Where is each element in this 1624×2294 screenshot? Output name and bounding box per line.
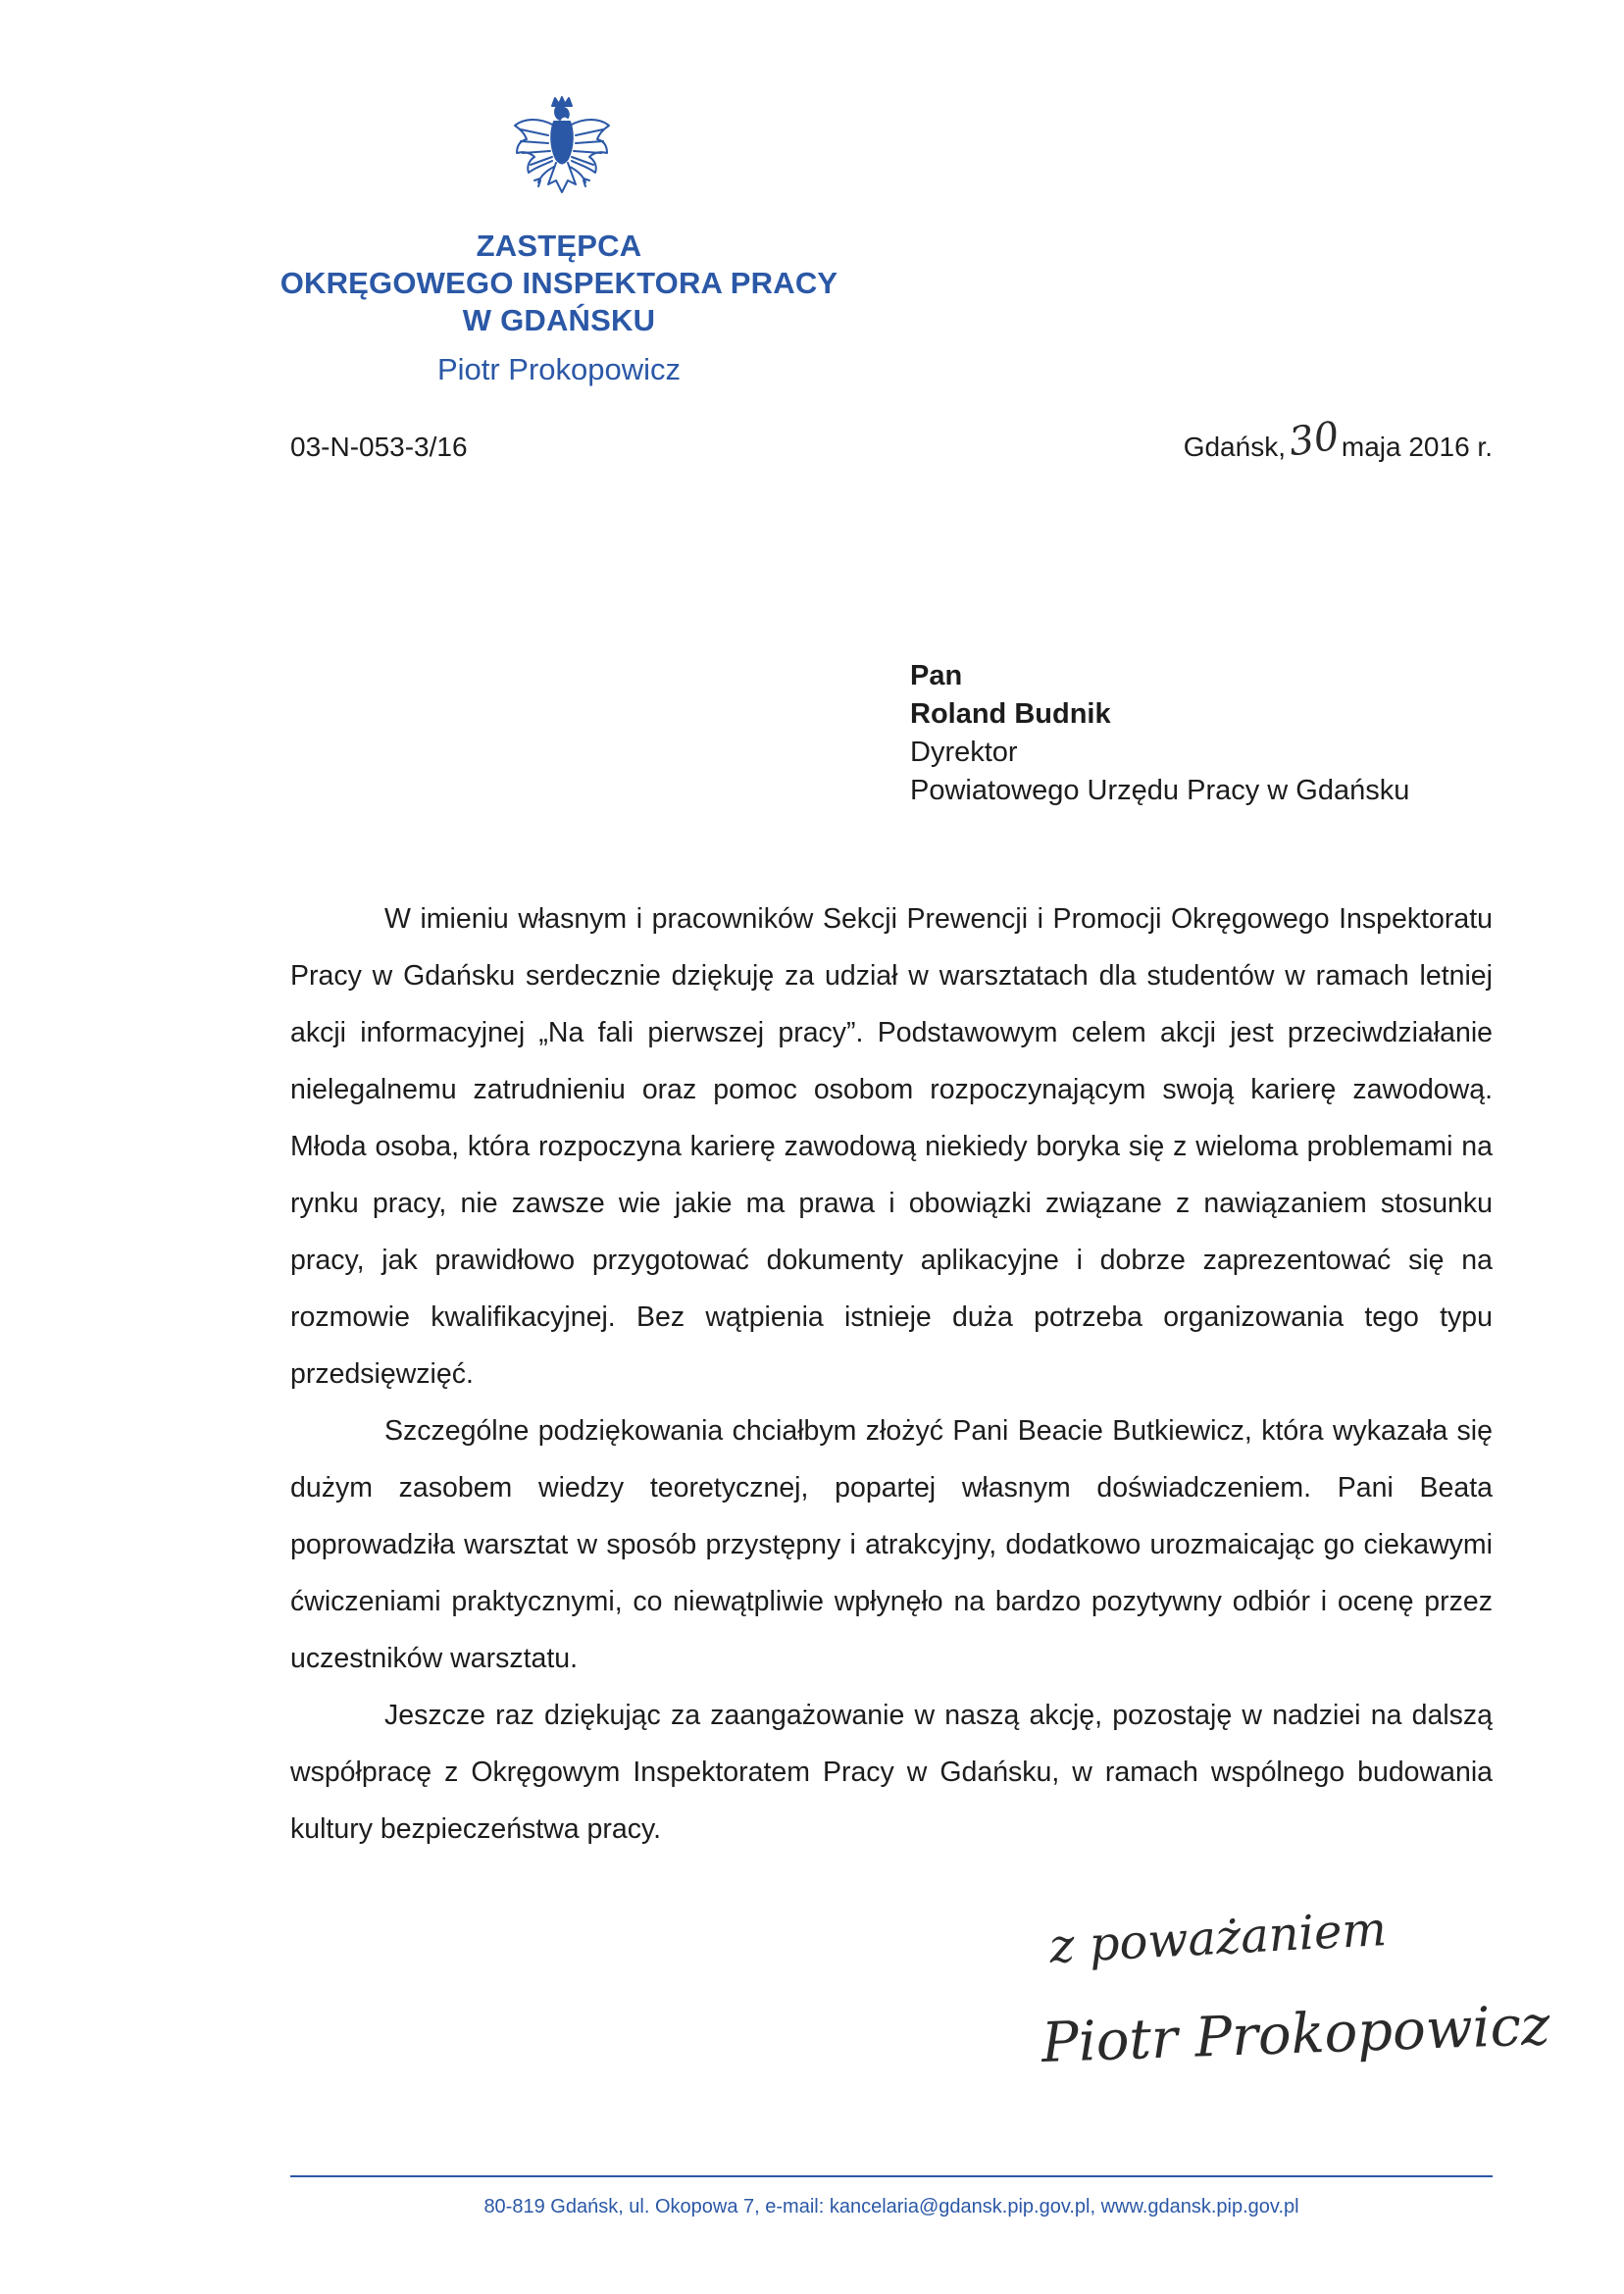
body-paragraph: Jeszcze raz dziękując za zaangażowanie w naszą akcję, pozostaję w nadziei na dalszą współpracę z Okręgowym Inspektoratem Pracy w Gdańsku, w ramach wspólnego budowania kultury bezpieczeństwa pracy. [290, 1700, 1493, 1845]
body-paragraph: Szczególne podziękowania chciałbym złożyć Pani Beacie Butkiewicz, która wykazała się dużym zasobem wiedzy teoretycznej, popartej własnym doświadczeniem. Pani Beata poprowadziła warsztat w sposób przystępny i atrakcyjny, dodatkowo urozmaicając go ciekawymi ćwiczeniami praktycznymi, co niewątpliwie wpłynęło na bardzo pozytywny odbiór i ocenę przez uczestników warsztatu. [290, 1415, 1493, 1674]
body-paragraph: W imieniu własnym i pracowników Sekcji Prewencji i Promocji Okręgowego Inspektoratu Pracy w Gdańsku serdecznie dziękuję za udział w warsztatach dla studentów w ramach letniej akcji informacyjnej „Na fali pierwszej pracy”. Podstawowym celem akcji jest przeciwdziałanie nielegalnemu zatrudnieniu oraz pomoc osobom rozpoczynającym swoją karierę zawodową. Młoda osoba, która rozpoczyna karierę zawodową niekiedy boryka się z wieloma problemami na rynku pracy, nie zawsze wie jakie ma prawa i obowiązki związane z nawiązaniem stosunku pracy, jak prawidłowo przygotować dokumenty aplikacyjne i dobrze zaprezentować się na rozmowie kwalifikacyjnej. Bez wątpienia istnieje duża potrzeba organizowania tego typu przedsięwzięć. [290, 903, 1493, 1390]
header-title-line: OKRĘGOWEGO INSPEKTORA PRACY [279, 266, 838, 300]
header-title-line: W GDAŃSKU [462, 303, 656, 337]
date-day-handwritten: 30 [1286, 413, 1343, 466]
addressee-position: Dyrektor [910, 737, 1018, 768]
handwritten-signature: Piotr Prokopowicz [1040, 1993, 1551, 2076]
date-rest: maja 2016 r. [1341, 432, 1493, 462]
footer-address: 80-819 Gdańsk, ul. Okopowa 7, e-mail: kancelaria@gdansk.pip.gov.pl, www.gdansk.pip.gov.pl [483, 2196, 1299, 2218]
footer-divider [290, 2175, 1493, 2177]
addressee-institution: Powiatowego Urzędu Pracy w Gdańsku [910, 775, 1410, 806]
header-title [275, 228, 843, 339]
addressee-salutation: Pan [910, 660, 963, 691]
header-title-line: ZASTĘPCA [476, 229, 642, 263]
reference-number: 03-N-053-3/16 [290, 432, 468, 462]
addressee-block [910, 657, 1409, 810]
letter-body [290, 891, 1493, 1858]
handwritten-closing: z poważaniem [1047, 1902, 1389, 1974]
header-official-name: Piotr Prokopowicz [436, 352, 682, 386]
date-place: Gdańsk, [1183, 432, 1286, 462]
addressee-name: Roland Budnik [910, 698, 1111, 730]
letter-date [1183, 413, 1493, 467]
white-eagle-emblem-icon [511, 96, 613, 200]
